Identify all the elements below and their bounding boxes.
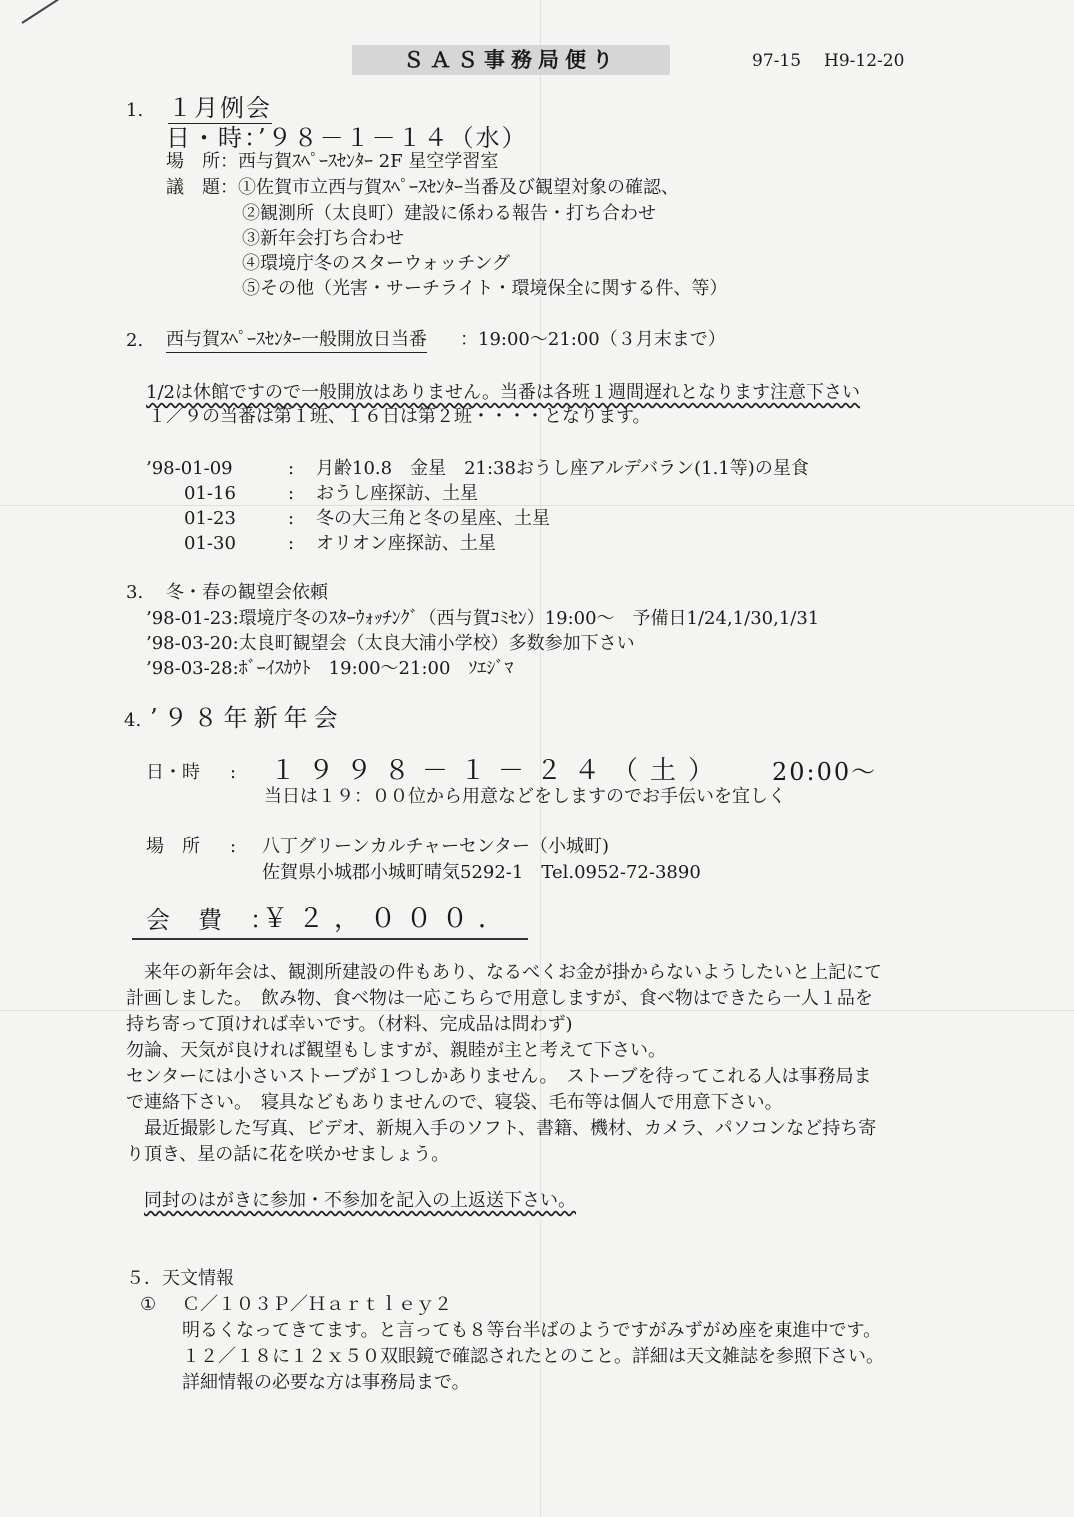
party-paragraph-line: 計画しました。 飲み物、食べ物は一応こちらで用意しますが、食べ物はできたら一人１品を [126,988,873,1009]
section-3-number: 3. [126,582,144,603]
party-date: １９９８－１－２４（土） [270,756,727,786]
party-paragraph-line: センターには小さいストーブが１つしかありません。 ストーブを待ってこれる人は事務局ま [126,1066,872,1087]
comet-item-marker: ① [140,1294,157,1315]
fee-underline [132,938,528,940]
party-paragraph-line: 持ち寄って頂ければ幸いです。（材料、完成品は問わず) [126,1014,573,1035]
party-paragraph-line: 勿論、天気が良ければ観望もしますが、親睦が主と考えて下さい。 [126,1040,666,1061]
document-number: 97-15 [752,51,802,71]
pen-mark [21,0,61,24]
schedule-event: おうし座探訪、土星 [316,483,478,504]
section-1-heading: １月例会 [168,94,272,122]
comet-info-line: １２／１８に１２ｘ５０双眼鏡で確認されたとのこと。詳細は天文雑誌を参照下さい。 [182,1346,884,1367]
schedule-date: ’98-01-09 [146,458,233,479]
party-address: 佐賀県小城郡小城町晴気5292-1 Tel.0952-72-3890 [262,862,701,883]
agenda-item: ⑤その他（光害・サーチライト・環境保全に関する件、等） [242,278,728,299]
agenda-item: ③新年会打ち合わせ [242,228,404,249]
holiday-note: 1/2は休館ですので一般開放はありません。当番は各班１週間遅れとなります注意下さい [146,382,861,403]
section-4-number: 4. [124,710,142,731]
newsletter-title: ＳＡＳ事務局便り [352,45,670,75]
section-1-number: 1. [126,100,144,121]
section-2-heading: 西与賀ｽﾍﾟｰｽｾﾝﾀｰ一般開放日当番 [166,329,427,353]
observation-request: ’98-03-20:太良町観望会（太良大浦小学校）多数参加下さい [146,633,635,654]
comet-info-line: 明るくなってきてます。と言っても８等台半ばのようですがみずがめ座を東進中です。 [182,1320,882,1341]
party-place-colon: : [230,836,237,857]
section-3-heading: 冬・春の観望会依頼 [166,582,328,603]
observation-request: ’98-03-28:ﾎﾞｰｲｽｶｳﾄ 19:00～21:00 ｿｴｼﾞﾏ [146,658,514,679]
schedule-date: 01-23 [184,508,236,529]
agenda-item: ②観測所（太良町）建設に係わる報告・打ち合わせ [242,203,656,224]
schedule-separator: : [288,483,295,504]
party-place-label: 場 所 [146,836,200,857]
party-time: 20:00～ [772,758,878,786]
section-2-number: 2. [126,330,144,351]
section-4-heading: ’９８年新年会 [150,704,344,732]
paper-fold-line [0,1010,1074,1011]
meeting-datetime: 日・時：’９８－１－１４（水） [166,124,528,152]
meeting-agenda: 議 題：①佐賀市立西与賀ｽﾍﾟｰｽｾﾝﾀｰ当番及び観望対象の確認、 [166,177,679,198]
comet-name: Ｃ／１０３Ｐ／Ｈａｒｔｌｅｙ２ [182,1294,452,1315]
party-place: 八丁グリーンカルチャーセンター（小城町) [262,836,610,857]
party-paragraph-line: り頂き、星の話に花を咲かせましょう。 [126,1144,450,1165]
party-datetime-label: 日・時 [146,762,200,783]
fee-amount: ￥２，０００． [262,904,515,934]
section-2-time: ：19:00～21:00（３月末まで） [460,329,726,350]
schedule-separator: : [288,508,295,529]
schedule-event: 冬の大三角と冬の星座、土星 [316,508,550,529]
observation-request: ’98-01-23:環境庁冬のｽﾀｰｳｫｯﾁﾝｸﾞ（西与賀ｺﾐｾﾝ）19:00～ 予備日1/24,1/30,1/31 [146,608,820,629]
agenda-item: ④環境庁冬のスターウォッチング [242,253,511,274]
schedule-date: 01-30 [184,533,236,554]
party-paragraph-line: 最近撮影した写真、ビデオ、新規入手のソフト、書籍、機材、カメラ、パソコンなど持ち寄 [126,1118,877,1139]
schedule-event: オリオン座探訪、土星 [316,533,496,554]
reply-note: 同封のはがきに参加・不参加を記入の上返送下さい。 [144,1190,576,1211]
party-prep-note: 当日は１９：００位から用意などをしますのでお手伝いを宜しく [264,786,786,807]
comet-info-line: 詳細情報の必要な方は事務局まで。 [182,1372,470,1393]
party-datetime-colon: : [230,762,237,783]
schedule-separator: : [288,458,295,479]
schedule-event: 月齢10.8 金星 21:38おうし座アルデバラン(1.1等)の星食 [316,458,809,479]
schedule-date: 01-16 [184,483,236,504]
issue-date: H9-12-20 [824,51,905,71]
paper-fold-line [0,505,1074,506]
party-paragraph-line: で連絡下さい。 寝具などもありませんので、寝袋、毛布等は個人で用意下さい。 [126,1092,783,1113]
party-paragraph-line: 来年の新年会は、観測所建設の件もあり、なるべくお金が掛からないようしたいと上記にて [126,962,882,983]
section-5-heading: ５．天文情報 [126,1268,234,1289]
fee-label: 会 費 ： [146,906,276,934]
schedule-separator: : [288,533,295,554]
meeting-place: 場 所：西与賀ｽﾍﾟｰｽｾﾝﾀｰ 2F 星空学習室 [166,151,499,172]
duty-note: １／９の当番は第１班、１６日は第２班・・・・となります。 [148,406,651,427]
